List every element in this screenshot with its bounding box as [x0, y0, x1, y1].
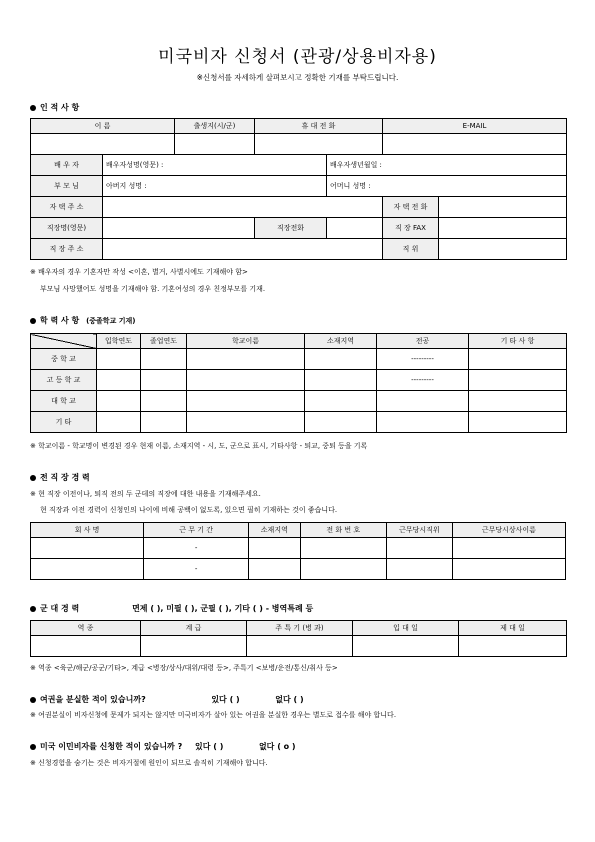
birthplace-label: 출생지(시/군): [175, 119, 255, 134]
career-period-cell[interactable]: -: [144, 559, 249, 580]
edu-col-major: 전공: [377, 334, 469, 349]
edu-cell[interactable]: [305, 412, 377, 433]
mil-cell[interactable]: [247, 636, 353, 657]
passport-note: ※ 여권분실이 비자신청에 문제가 되지는 않지만 미국비자가 살아 있는 여권을 분실한 경우는 별도로 접수를 해야 합니다.: [30, 711, 397, 719]
edu-cell[interactable]: [187, 349, 305, 370]
career-col-position: 근무당시직위: [386, 523, 452, 538]
personal-note-1: ※ 배우자의 경우 기혼자만 작성 <이혼, 별거, 사별시에도 기재해야 함>: [30, 268, 248, 276]
mil-col-specialty: 주 특 기 (병 과): [247, 621, 353, 636]
edu-cell[interactable]: [141, 370, 187, 391]
work-fax-field[interactable]: [439, 218, 567, 239]
edu-cell[interactable]: [469, 370, 567, 391]
career-col-phone: 전 화 번 호: [300, 523, 386, 538]
edu-cell[interactable]: [377, 412, 469, 433]
career-cell[interactable]: [300, 559, 386, 580]
career-col-region: 소재지역: [249, 523, 300, 538]
career-cell[interactable]: [386, 559, 452, 580]
career-cell[interactable]: [31, 538, 144, 559]
passport-yes[interactable]: 있다 ( ): [211, 695, 240, 704]
edu-cell[interactable]: [187, 391, 305, 412]
home-phone-label: 자 택 전 화: [383, 197, 439, 218]
edu-cell[interactable]: [305, 349, 377, 370]
career-cell[interactable]: [249, 559, 300, 580]
spouse-birth-field[interactable]: 배우자생년월일 :: [327, 155, 567, 176]
edu-cell[interactable]: [377, 391, 469, 412]
work-address-label: 직 장 주 소: [31, 239, 103, 260]
mil-col-branch: 역 종: [31, 621, 141, 636]
company-name-field[interactable]: [103, 218, 255, 239]
parents-label: 부 모 님: [31, 176, 103, 197]
spouse-name-field[interactable]: 배우자성명(영문) :: [103, 155, 327, 176]
position-field[interactable]: [439, 239, 567, 260]
work-address-field[interactable]: [103, 239, 383, 260]
mil-cell[interactable]: [31, 636, 141, 657]
bullet-icon: [30, 744, 36, 750]
edu-cell[interactable]: [97, 370, 141, 391]
edu-row-other: 기 타: [31, 412, 97, 433]
bullet-icon: [30, 606, 36, 612]
email-label: E-MAIL: [383, 119, 567, 134]
education-section-heading: 학 력 사 항 (중졸학교 기재): [30, 315, 136, 326]
mother-field[interactable]: 어머니 성명 :: [327, 176, 567, 197]
career-cell[interactable]: [386, 538, 452, 559]
career-section-heading: 전 직 장 경 력: [30, 472, 90, 483]
edu-cell[interactable]: [187, 370, 305, 391]
military-note: ※ 역종 <육군/해군/공군/기타>, 계급 <병장/상사/대위/대령 등>, 주특기 <보병/운전/통신/취사 등>: [30, 664, 338, 672]
career-cell[interactable]: [452, 538, 565, 559]
career-col-company: 회 사 명: [31, 523, 144, 538]
father-field[interactable]: 아버지 성명 :: [103, 176, 327, 197]
edu-col-grad: 졸업연도: [141, 334, 187, 349]
edu-row-middle: 중 학 교: [31, 349, 97, 370]
mil-col-rank: 계 급: [141, 621, 247, 636]
mil-cell[interactable]: [353, 636, 459, 657]
home-phone-field[interactable]: [439, 197, 567, 218]
edu-cell[interactable]: [97, 391, 141, 412]
birthplace-field[interactable]: [175, 134, 255, 155]
edu-row-university: 대 학 교: [31, 391, 97, 412]
edu-cell[interactable]: [97, 412, 141, 433]
edu-cell[interactable]: [187, 412, 305, 433]
career-note-2: 현 직장과 이전 경력이 신청인의 나이에 비해 공백이 없도록, 있으면 필히 기재하는 것이 좋습니다.: [40, 506, 338, 514]
bullet-icon: [30, 318, 36, 324]
military-table: [30, 620, 567, 657]
work-phone-field[interactable]: [327, 218, 383, 239]
edu-cell[interactable]: [97, 349, 141, 370]
personal-note-2: 부모님 사망했어도 성명을 기재해야 함. 기혼여성의 경우 친정부모를 기재.: [40, 285, 266, 293]
military-options: 면제 ( ), 미필 ( ), 군필 ( ), 기타 ( ) - 병역특례 등: [132, 604, 314, 613]
edu-cell[interactable]: [305, 370, 377, 391]
career-col-period: 근 무 기 간: [144, 523, 249, 538]
bullet-icon: [30, 105, 36, 111]
name-label: 이 름: [31, 119, 175, 134]
prior-visa-question: 미국 이민비자를 신청한 적이 있습니까 ? 있다 ( ) 없다 ( o ): [30, 741, 296, 752]
company-name-label: 직장명(영문): [31, 218, 103, 239]
edu-cell[interactable]: [141, 412, 187, 433]
passport-question: 여권을 분실한 적이 있습니까? 있다 ( ) 없다 ( ): [30, 694, 304, 705]
prior-visa-no[interactable]: 없다 ( o ): [258, 742, 296, 751]
bullet-icon: [30, 697, 36, 703]
mil-cell[interactable]: [459, 636, 567, 657]
name-field[interactable]: [31, 134, 175, 155]
edu-col-etc: 기 타 사 항: [469, 334, 567, 349]
education-table: [30, 333, 567, 433]
mobile-label: 휴 대 전 화: [255, 119, 383, 134]
edu-cell[interactable]: [469, 391, 567, 412]
edu-cell[interactable]: [305, 391, 377, 412]
home-address-label: 자 택 주 소: [31, 197, 103, 218]
edu-cell[interactable]: [141, 391, 187, 412]
mil-col-enlist: 입 대 일: [353, 621, 459, 636]
career-table: [30, 522, 566, 580]
edu-major-cell[interactable]: ---------: [377, 370, 469, 391]
career-cell[interactable]: [31, 559, 144, 580]
work-fax-label: 직 장 FAX: [383, 218, 439, 239]
page-title: 미국비자 신청서 (관광/상용비자용): [158, 47, 437, 67]
personal-section-heading: 인 적 사 항: [30, 102, 79, 113]
bullet-icon: [30, 475, 36, 481]
prior-visa-note: ※ 신청경험을 숨기는 것은 비자거절에 원인이 되므로 솔직히 기재해야 합니다.: [30, 759, 268, 767]
spouse-label: 배 우 자: [31, 155, 103, 176]
education-corner: [31, 334, 97, 349]
edu-major-cell[interactable]: ---------: [377, 349, 469, 370]
personal-table: [30, 118, 567, 260]
military-section-heading: 군 대 경 력 면제 ( ), 미필 ( ), 군필 ( ), 기타 ( ) - 병역특례 등: [30, 603, 313, 614]
career-cell[interactable]: [452, 559, 565, 580]
edu-col-enter: 입학연도: [97, 334, 141, 349]
mobile-field[interactable]: [255, 134, 383, 155]
position-label: 직 위: [383, 239, 439, 260]
prior-visa-yes[interactable]: 있다 ( ): [195, 742, 224, 751]
email-field[interactable]: [383, 134, 567, 155]
career-col-boss: 근무당시상사이름: [452, 523, 565, 538]
edu-col-school: 학교이름: [187, 334, 305, 349]
career-cell[interactable]: [300, 538, 386, 559]
edu-cell[interactable]: [141, 349, 187, 370]
edu-row-high: 고 등 학 교: [31, 370, 97, 391]
career-cell[interactable]: [249, 538, 300, 559]
education-note: ※ 학교이름 - 학교명이 변경된 경우 현재 이름, 소재지역 - 시, 도, 군으로 표시, 기타사항 - 퇴교, 중퇴 등을 기록: [30, 442, 368, 450]
edu-cell[interactable]: [469, 412, 567, 433]
mil-cell[interactable]: [141, 636, 247, 657]
page-subtitle: ※신청서를 자세하게 살펴보시고 정확한 기재를 부탁드립니다.: [196, 73, 399, 82]
work-phone-label: 직장전화: [255, 218, 327, 239]
mil-col-discharge: 제 대 일: [459, 621, 567, 636]
career-period-cell[interactable]: -: [144, 538, 249, 559]
home-address-field[interactable]: [103, 197, 383, 218]
edu-cell[interactable]: [469, 349, 567, 370]
career-note-1: ※ 현 직장 이전이나, 퇴직 전의 두 군데의 직장에 대한 내용을 기재해주세요.: [30, 490, 261, 498]
edu-col-region: 소재지역: [305, 334, 377, 349]
passport-no[interactable]: 없다 ( ): [275, 695, 304, 704]
